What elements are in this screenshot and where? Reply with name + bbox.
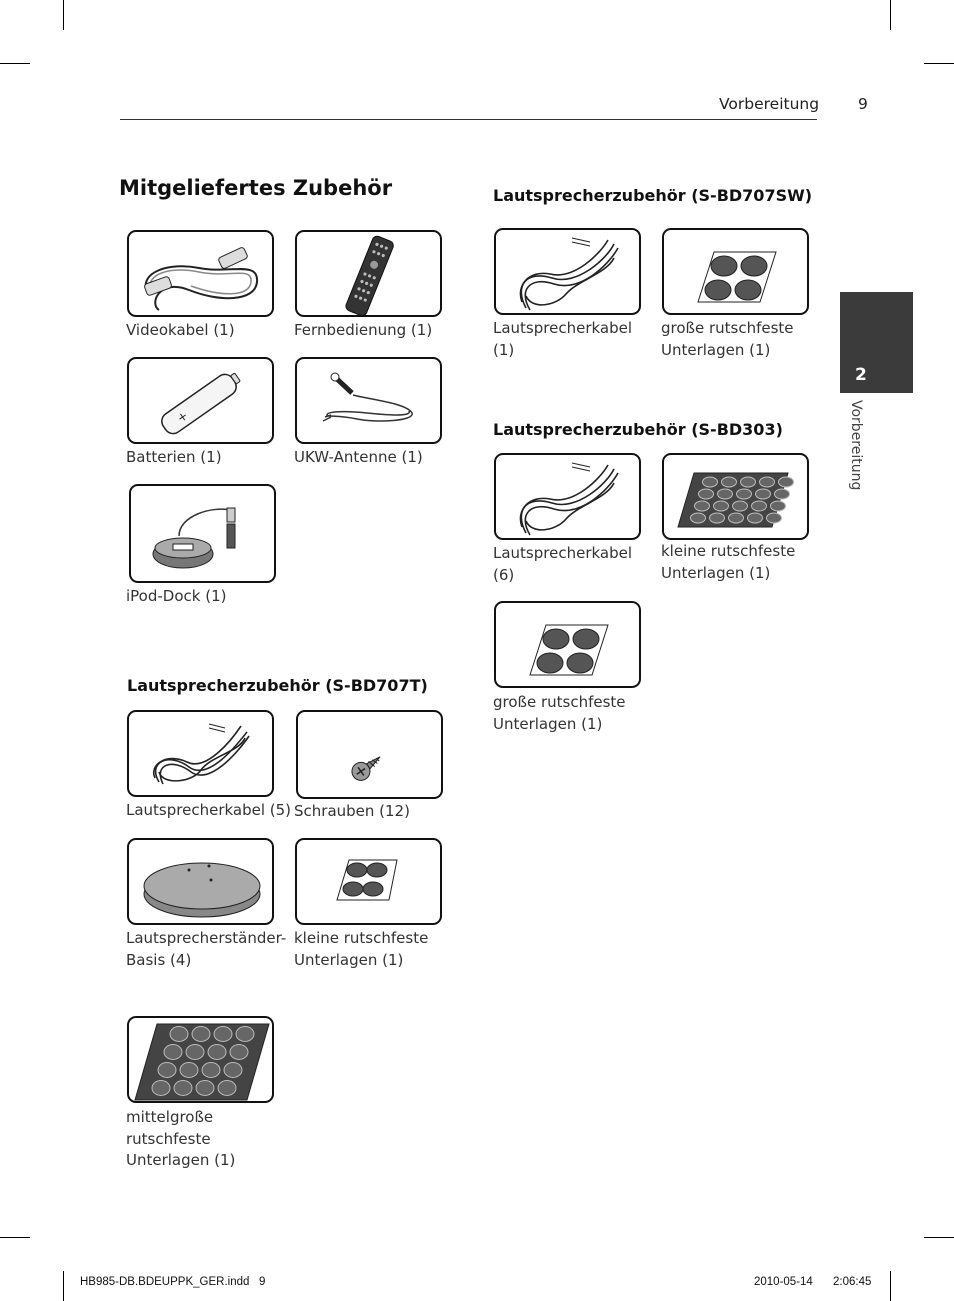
- chapter-tab: [840, 292, 913, 393]
- pad-dot: [224, 1063, 242, 1078]
- section-heading-s-bd707t: Lautsprecherzubehör (S-BD707T): [127, 676, 428, 695]
- accessory-box: [127, 710, 274, 797]
- accessory-caption: Videokabel (1): [126, 321, 235, 339]
- pad-dot: [192, 1027, 210, 1042]
- video-cable-icon: [129, 232, 274, 317]
- page-number: 9: [858, 95, 868, 113]
- section-heading-s-bd707sw: Lautsprecherzubehör (S-BD707SW): [493, 186, 813, 205]
- crop-mark: [63, 1271, 64, 1301]
- pad-dot: [737, 489, 752, 499]
- accessory-caption: mittelgroße rutschfeste Unterlagen (1): [126, 1108, 236, 1169]
- crop-mark: [890, 1271, 891, 1301]
- pad-dot: [748, 513, 763, 523]
- crop-mark: [890, 0, 891, 30]
- accessory-caption: Lautsprecherkabel (5): [126, 801, 292, 819]
- crop-mark: [924, 1237, 954, 1238]
- accessory-box: [494, 453, 641, 540]
- pads-20-icon: [664, 455, 809, 540]
- pad-dot: [691, 513, 706, 523]
- pad-dot: [170, 1027, 188, 1042]
- accessory-caption: UKW-Antenne (1): [294, 448, 423, 466]
- pad-dot: [741, 477, 756, 487]
- footer-file: HB985-DB.BDEUPPK_GER.indd 9: [80, 1276, 266, 1288]
- pad-dot: [158, 1063, 176, 1078]
- pad-dot: [202, 1063, 220, 1078]
- battery-icon: [129, 359, 274, 444]
- pad-dot: [703, 477, 718, 487]
- accessory-box: [494, 228, 641, 315]
- pads-4-icon: [664, 230, 809, 315]
- header-rule: [120, 119, 817, 120]
- pad-dot: [164, 1045, 182, 1060]
- screw-icon: [298, 712, 443, 799]
- accessory-box: [295, 838, 442, 925]
- pad-dot: [756, 489, 771, 499]
- ipod-dock-icon: [131, 486, 276, 583]
- accessory-caption: iPod-Dock (1): [126, 587, 227, 605]
- footer-date: 2010-05-14: [754, 1276, 813, 1288]
- pad-dot: [760, 477, 775, 487]
- pad-dot: [771, 501, 786, 511]
- crop-mark: [0, 63, 30, 64]
- accessory-box-ukw: [295, 357, 442, 444]
- pad-dot: [236, 1027, 254, 1042]
- svg-text:+: +: [174, 408, 191, 426]
- pad-dot: [714, 501, 729, 511]
- pad-dot: [718, 489, 733, 499]
- speaker-cable-icon: [496, 455, 641, 540]
- accessory-caption: kleine rutschfeste Unterlagen (1): [294, 929, 429, 969]
- accessory-box: [494, 601, 641, 688]
- accessory-caption: Schrauben (12): [294, 802, 410, 820]
- accessory-box: [662, 453, 809, 540]
- pads-4-icon: [297, 840, 442, 925]
- stand-base-icon: [129, 840, 274, 925]
- chapter-number: 2: [855, 365, 867, 385]
- accessory-caption: große rutschfeste Unterlagen (1): [493, 693, 626, 733]
- fm-antenna-icon: [297, 359, 442, 444]
- remote-control-icon: [297, 232, 442, 317]
- pad-dot: [729, 513, 744, 523]
- pads-4-icon: [496, 603, 641, 688]
- accessory-caption: Batterien (1): [126, 448, 222, 466]
- accessory-box: [127, 838, 274, 925]
- pad-dot: [208, 1045, 226, 1060]
- pad-dot: [230, 1045, 248, 1060]
- header-section: Vorbereitung: [719, 95, 820, 113]
- pad-dot: [767, 513, 782, 523]
- accessory-box-batterien: [127, 357, 274, 444]
- pad-dot: [152, 1081, 170, 1096]
- pads-16-icon: [129, 1018, 274, 1103]
- pad-dot: [699, 489, 714, 499]
- pad-dot: [218, 1081, 236, 1096]
- pad-dot: [186, 1045, 204, 1060]
- accessory-caption: kleine rutschfeste Unterlagen (1): [661, 542, 796, 582]
- pad-dot: [775, 489, 790, 499]
- accessory-caption: große rutschfeste Unterlagen (1): [661, 319, 794, 359]
- accessory-caption: Lautsprecherständer- Basis (4): [126, 929, 287, 969]
- section-heading-s-bd303: Lautsprecherzubehör (S-BD303): [493, 420, 783, 439]
- crop-mark: [924, 63, 954, 64]
- accessory-box-videokabel: [127, 230, 274, 317]
- pad-dot: [196, 1081, 214, 1096]
- pad-dot: [752, 501, 767, 511]
- accessory-caption: Lautsprecherkabel (6): [493, 544, 633, 584]
- pad-dot: [695, 501, 710, 511]
- pad-dot: [722, 477, 737, 487]
- pad-dot: [180, 1063, 198, 1078]
- footer-time: 2:06:45: [833, 1276, 872, 1288]
- pad-dot: [733, 501, 748, 511]
- pad-dot: [174, 1081, 192, 1096]
- accessory-box: [127, 1016, 274, 1103]
- accessory-box-fernbedienung: [295, 230, 442, 317]
- page-title: Mitgeliefertes Zubehör: [119, 176, 393, 200]
- accessory-caption: Lautsprecherkabel (1): [493, 319, 633, 359]
- crop-mark: [0, 1237, 30, 1238]
- accessory-box: [662, 228, 809, 315]
- pad-dot: [214, 1027, 232, 1042]
- speaker-cable-icon: [496, 230, 641, 315]
- accessory-box: [296, 710, 443, 799]
- accessory-caption: Fernbedienung (1): [294, 321, 433, 339]
- chapter-label: Vorbereitung: [848, 400, 864, 491]
- crop-mark: [63, 0, 64, 30]
- pad-dot: [710, 513, 725, 523]
- pad-dot: [779, 477, 794, 487]
- accessory-box-ipod: [129, 484, 276, 583]
- speaker-cable-icon: [129, 712, 274, 797]
